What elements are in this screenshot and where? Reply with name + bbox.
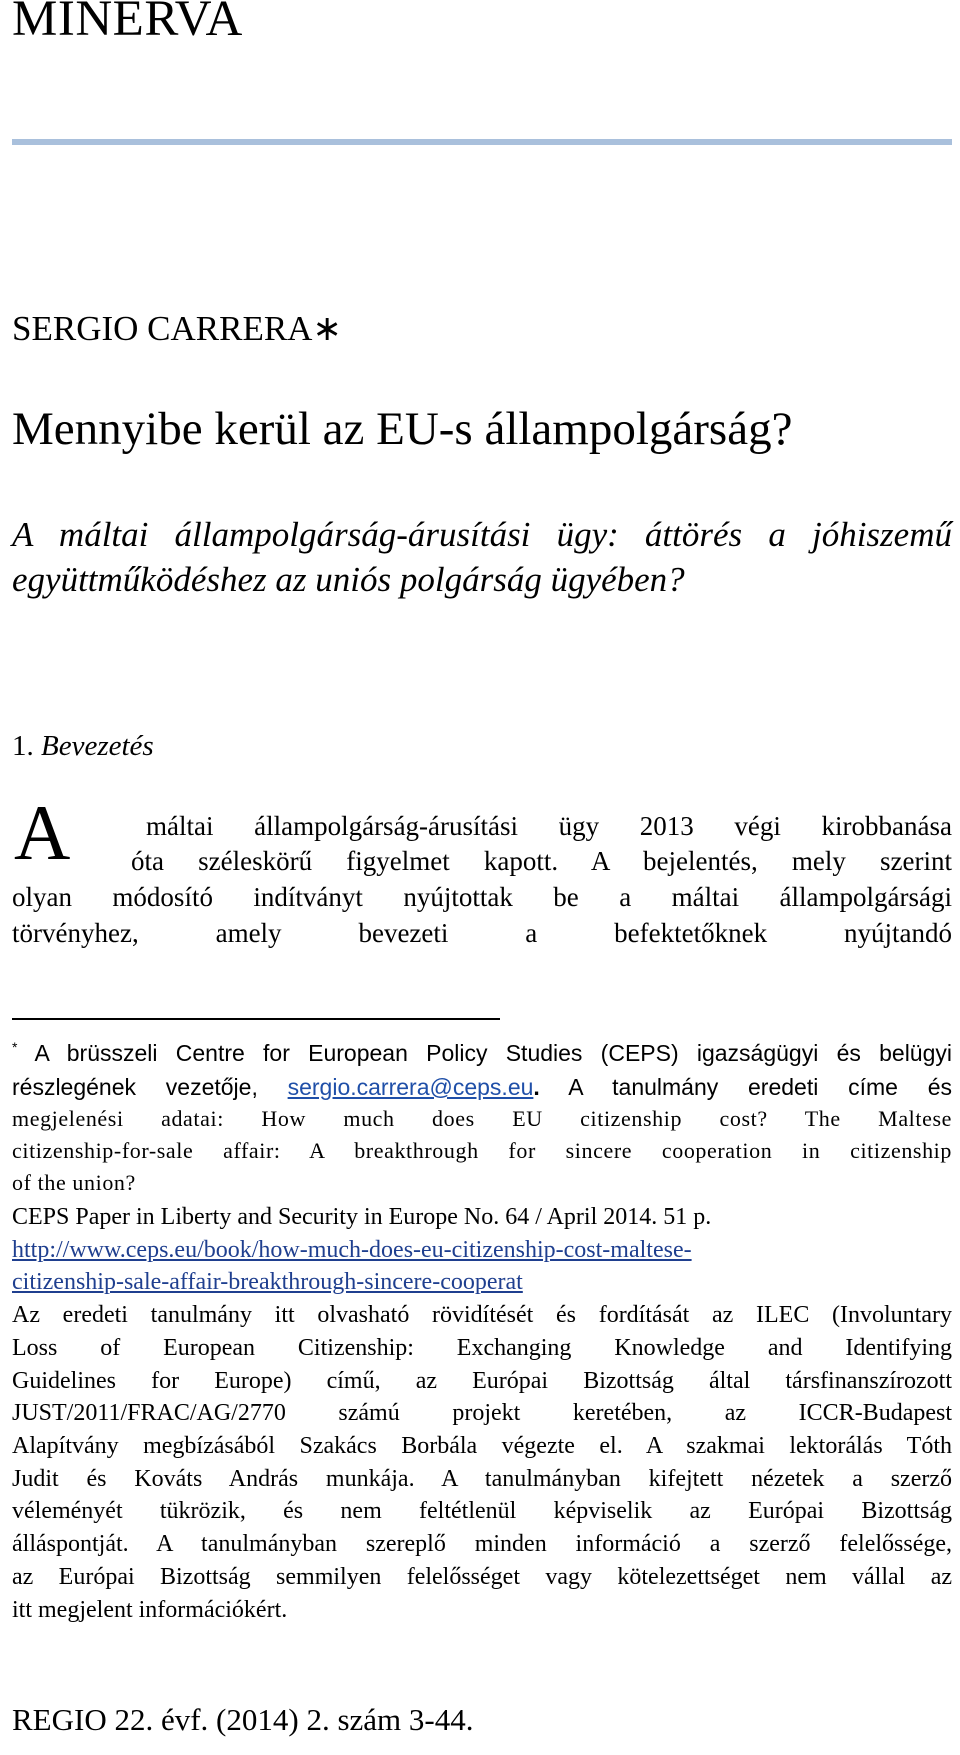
footnote-line: megjelenési adatai: How much does EU citizenship cost? The Maltese [12, 1106, 952, 1131]
footnote-note-line: Judit és Kováts András munkája. A tanulmányban kifejtett nézetek a szerző [12, 1466, 952, 1492]
footnote-line: CEPS Paper in Liberty and Security in Europe No. 64 / April 2014. 51 p. [12, 1204, 712, 1230]
footnote-note-line: Alapítvány megbízásából Szakács Borbála végezte el. A szakmai lektorálás Tóth [12, 1433, 952, 1459]
footnote-text: A brüsszeli Centre for European Policy Studies (CEPS) igazságügyi és belügyi [34, 1040, 953, 1066]
body-line: óta széleskörű figyelmet kapott. A bejelentés, mely szerint [131, 846, 952, 876]
footnote-line: of the union? [12, 1170, 136, 1195]
footnote-line: citizenship-for-sale affair: A breakthrough for sincere cooperation in citizenship [12, 1138, 952, 1163]
footnote-text: A tanulmány eredeti címe és [568, 1074, 952, 1100]
section-heading [12, 730, 154, 763]
footnote-line [12, 1072, 952, 1102]
footnote-note-line: Guidelines for Europe) című, az Európai Bizottság által társfinanszírozott [12, 1368, 952, 1394]
email-link[interactable]: sergio.carrera@ceps.eu [287, 1074, 534, 1100]
header-rule [12, 139, 952, 145]
footnote-note-line: JUST/2011/FRAC/AG/2770 számú projekt keretében, az ICCR-Budapest [12, 1400, 952, 1426]
footnote-marker: * [12, 1039, 18, 1055]
footnote-note-line: Loss of European Citizenship: Exchanging Knowledge and Identifying [12, 1335, 952, 1361]
page-footer-citation: REGIO 22. évf. (2014) 2. szám 3-44. [12, 1702, 474, 1737]
body-line: máltai állampolgárság-árusítási ügy 2013 végi kirobbanása [146, 811, 952, 841]
url-link[interactable]: citizenship-sale-affair-breakthrough-sincere-cooperat [12, 1269, 523, 1295]
footnote-note-line: Az eredeti tanulmány itt olvasható rövidítését és fordítását az ILEC (Involuntary [12, 1302, 952, 1328]
body-line: olyan módosító indítványt nyújtottak be a máltai állampolgársági [12, 882, 952, 912]
footnote-url-line [12, 1266, 523, 1298]
footnote-note-line: itt megjelent információkért. [12, 1597, 288, 1623]
author-name [12, 309, 342, 349]
author-footnote-mark: ∗ [312, 309, 342, 348]
footnote-rule [12, 1018, 500, 1020]
section-number: 1. [12, 730, 34, 762]
footnote-url-line [12, 1234, 692, 1266]
footnote-note-line: véleményét tükrözik, és nem feltétlenül képviselik az Európai Bizottság [12, 1498, 952, 1524]
author-name-text: SERGIO CARRERA [12, 309, 313, 348]
footnote-period: . [533, 1074, 540, 1100]
article-title: Mennyibe kerül az EU-s állampolgárság? [12, 403, 793, 455]
drop-cap: A [14, 789, 71, 876]
footnote-note-line: álláspontját. A tanulmányban szereplő minden információ a szerző felelőssége, [12, 1531, 952, 1557]
footnote-note-line: az Európai Bizottság semmilyen felelősséget vagy kötelezettséget nem vállal az [12, 1564, 952, 1590]
article-subtitle: A máltai állampolgárság-árusítási ügy: áttörés a jóhiszemű együttműködéshez az uniós polgárság ügyében? [12, 515, 952, 599]
url-link[interactable]: http://www.ceps.eu/book/how-much-does-eu-citizenship-cost-maltese- [12, 1237, 692, 1263]
journal-title: MINERVA [12, 0, 243, 47]
footnote-line [12, 1038, 952, 1068]
section-title: Bevezetés [41, 730, 154, 762]
body-line: törvényhez, amely bevezeti a befektetőknek nyújtandó [12, 918, 952, 948]
footnote-text: részlegének vezetője, [12, 1074, 258, 1100]
